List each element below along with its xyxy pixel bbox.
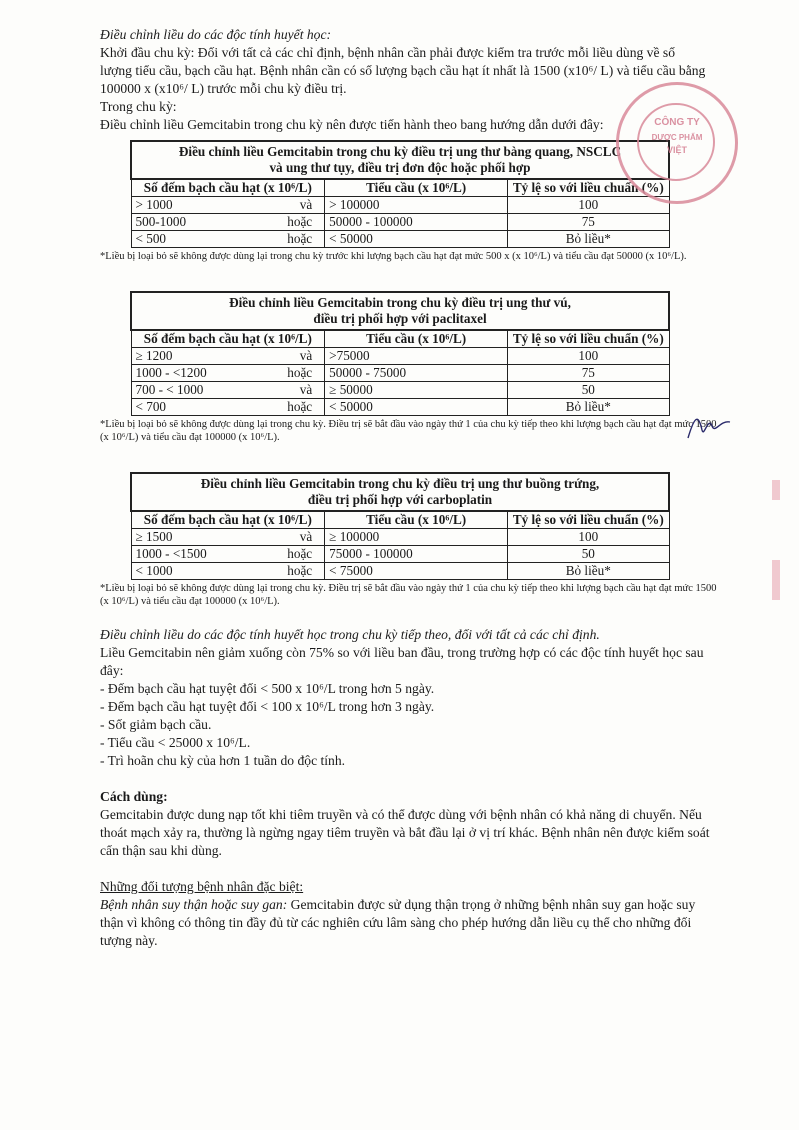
table-row: > 1000 và > 100000 100 xyxy=(131,197,669,214)
list-item: - Trì hoãn chu kỳ của hơn 1 tuần do độc tính. xyxy=(100,753,346,768)
col-header-ratio: Tỷ lệ so với liều chuẩn (%) xyxy=(508,511,669,529)
col-header-platelet: Tiểu cầu (x 10⁶/L) xyxy=(325,511,508,529)
list-item: - Đếm bạch cầu hạt tuyệt đối < 500 x 10⁶/L trong hơn 5 ngày. xyxy=(100,681,435,696)
table-row: ≥ 1500 và ≥ 100000 100 xyxy=(131,529,669,546)
usage-heading: Cách dùng: xyxy=(100,789,168,804)
special-lead: Bệnh nhân suy thận hoặc suy gan: xyxy=(100,897,288,912)
list-item: - Sốt giảm bạch cầu. xyxy=(100,717,212,732)
table-title: Điều chỉnh liều Gemcitabin trong chu kỳ điều trị ung thư bàng quang, NSCLC và ung thư tụy, điều trị đơn độc hoặc phối hợp xyxy=(131,141,669,179)
col-header-ratio: Tỷ lệ so với liều chuẩn (%) xyxy=(508,179,669,197)
usage-paragraph: Gemcitabin được dung nạp tốt khi tiêm truyền và có thể được dùng với bệnh nhân có khả năng di chuyển. Nếu thoát mạch xảy ra, thường là ngừng ngay tiêm truyền và bắt đầu lại ở vị trí khác. Bệnh nhân nên được kiểm soát cẩn thận sau khi dùng. xyxy=(100,807,710,858)
table-title: Điều chỉnh liều Gemcitabin trong chu kỳ điều trị ung thư vú, điều trị phối hợp với paclitaxel xyxy=(131,292,669,330)
special-paragraph: Bệnh nhân suy thận hoặc suy gan: Gemcitabin được sử dụng thận trọng ở những bệnh nhân suy gan hoặc suy thận vì không có thông tin đầy đủ từ các nghiên cứu lâm sàng cho phép hướng dẫn liều cụ thể cho những đối tượng này. xyxy=(100,897,696,948)
table-row: < 500 hoặc < 50000 Bỏ liều* xyxy=(131,231,669,248)
dose-table-breast xyxy=(130,291,670,416)
table-row: 700 - < 1000 và ≥ 50000 50 xyxy=(131,382,669,399)
table-row: 1000 - <1500 hoặc 75000 - 100000 50 xyxy=(131,546,669,563)
signature-mark xyxy=(684,408,734,444)
col-header-granulocyte: Số đếm bạch cầu hạt (x 10⁶/L) xyxy=(131,179,325,197)
cycle-start-paragraph: Khởi đầu chu kỳ: Đối với tất cả các chỉ định, bệnh nhân cần phải được kiểm tra trước mỗi liều dùng về số lượng tiểu cầu, bạch cầu hạt. Bệnh nhân cần có số lượng bạch cầu hạt ít nhất là 1500 (x10⁶/ L) và tiểu cầu bằng 100000 x (x10⁶/ L) trước mỗi chu kỳ điều trị. xyxy=(100,45,706,96)
col-header-granulocyte: Số đếm bạch cầu hạt (x 10⁶/L) xyxy=(131,511,325,529)
table-row: 500-1000 hoặc 50000 - 100000 75 xyxy=(131,214,669,231)
table-footnote: *Liều bị loại bỏ sẽ không được dùng lại trong chu kỳ. Điều trị sẽ bắt đầu vào ngày thứ 1 của chu kỳ tiếp theo khi lượng bạch cầu hạt đạt mức 1500 (x 10⁶/L) và tiểu cầu đạt 100000 (x 10⁶/L). xyxy=(100,419,717,443)
list-item: - Đếm bạch cầu hạt tuyệt đối < 100 x 10⁶/L trong hơn 3 ngày. xyxy=(100,699,435,714)
toxicity-list xyxy=(100,680,710,770)
adjust-instruction: Điều chỉnh liều Gemcitabin trong chu kỳ nên được tiến hành theo bang hướng dẫn dưới đây: xyxy=(100,117,604,132)
hematologic-heading: Điều chỉnh liều do các độc tính huyết học: xyxy=(100,27,332,42)
table-row: < 1000 hoặc < 75000 Bỏ liều* xyxy=(131,563,669,580)
in-cycle-label: Trong chu kỳ: xyxy=(100,99,177,114)
table-row: ≥ 1200 và >75000 100 xyxy=(131,348,669,365)
table-title: Điều chỉnh liều Gemcitabin trong chu kỳ điều trị ung thư buồng trứng, điều trị phối hợp với carboplatin xyxy=(131,473,669,511)
table-footnote: *Liều bị loại bỏ sẽ không được dùng lại trong chu kỳ trước khi lượng bạch cầu hạt đạt mức 500 x (x 10⁶/L) và tiểu cầu đạt 50000 (x 10⁶/L). xyxy=(100,251,687,262)
list-item: - Tiểu cầu < 25000 x 10⁶/L. xyxy=(100,735,251,750)
edge-stamp-fragment xyxy=(768,470,786,610)
dose-table-ovarian xyxy=(130,472,670,580)
col-header-platelet: Tiểu cầu (x 10⁶/L) xyxy=(325,179,508,197)
table-footnote: *Liều bị loại bỏ sẽ không được dùng lại trong chu kỳ. Điều trị sẽ bắt đầu vào ngày thứ 1 của chu kỳ tiếp theo khi lượng bạch cầu hạt đạt mức 1500 (x 10⁶/L) và tiểu cầu đạt 100000 (x 10⁶/L). xyxy=(100,583,717,607)
document-page xyxy=(100,26,717,950)
col-header-platelet: Tiểu cầu (x 10⁶/L) xyxy=(325,330,508,348)
next-cycle-heading: Điều chỉnh liều do các độc tính huyết học trong chu kỳ tiếp theo, đối với tất cả các chỉ định. xyxy=(100,627,600,642)
col-header-granulocyte: Số đếm bạch cầu hạt (x 10⁶/L) xyxy=(131,330,325,348)
table-row: < 700 hoặc < 50000 Bỏ liều* xyxy=(131,399,669,416)
dose-table-bladder xyxy=(130,140,670,248)
col-header-ratio: Tỷ lệ so với liều chuẩn (%) xyxy=(508,330,669,348)
table-row: 1000 - <1200 hoặc 50000 - 75000 75 xyxy=(131,365,669,382)
special-heading: Những đối tượng bệnh nhân đặc biệt: xyxy=(100,879,304,894)
next-cycle-paragraph: Liều Gemcitabin nên giảm xuống còn 75% so với liều ban đầu, trong trường hợp có các độc tính huyết học sau đây: xyxy=(100,645,704,678)
company-stamp: CÔNG TY DƯỢC PHẨM VIỆT xyxy=(616,82,738,204)
